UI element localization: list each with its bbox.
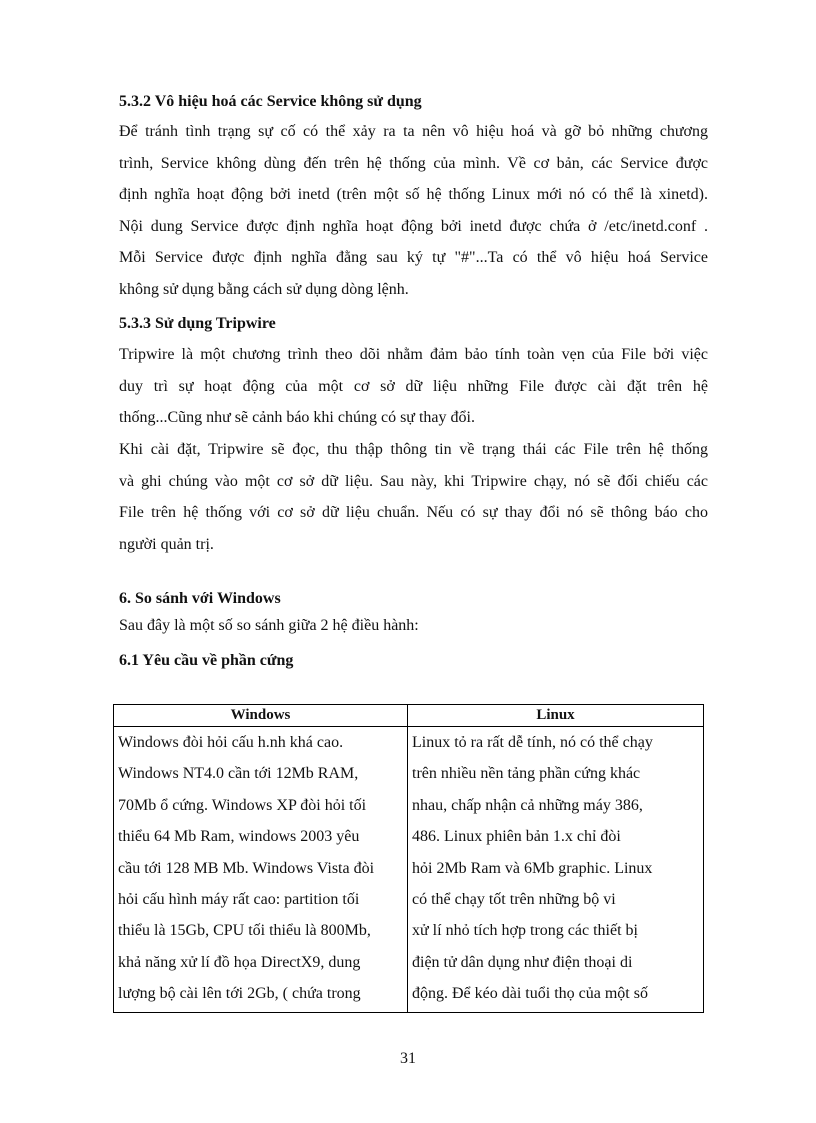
section-5-3-3-heading: 5.3.3 Sử dụng Tripwire [119,315,276,332]
section-6-intro [119,616,708,636]
cell-line: Windows NT4.0 cần tới 12Mb RAM, [118,765,359,783]
cell-line: xử lí nhỏ tích hợp trong các thiết bị [412,922,638,940]
cell-line: 70Mb ổ cứng. Windows XP đòi hỏi tối [118,796,367,814]
cell-line: lượng bộ cài lên tới 2Gb, ( chứa trong [118,985,361,1003]
paragraph-line: thống...Cũng như sẽ cảnh báo khi chúng có sự thay đổi. [119,409,475,427]
cell-line: Linux tỏ ra rất dễ tính, nó có thể chạy [412,734,653,751]
paragraph-line: duy trì sự hoạt động của một cơ sở dữ liệu những File được cài đặt trên hệ [119,377,708,395]
section-5-3-3-paragraph-1 [119,339,708,434]
section-5-3-2-paragraph [119,116,708,306]
section-6-1-heading: 6.1 Yêu cầu về phần cứng [119,652,294,669]
cell-line: hỏi 2Mb Ram và 6Mb graphic. Linux [412,859,653,877]
cell-line: nhau, chấp nhận cả những máy 386, [412,796,643,814]
cell-line: cầu tới 128 MB Mb. Windows Vista đòi [118,859,375,877]
cell-line: Windows đòi hỏi cấu h.nh khá cao. [118,734,344,751]
hardware-comparison-table [113,704,704,1013]
cell-line: điện tử dân dụng như điện thoại di [412,953,633,971]
paragraph-line: Nội dung Service được định nghĩa hoạt động bởi inetd được chứa ở /etc/inetd.conf . [119,217,708,235]
paragraph-line: định nghĩa hoạt động bởi inetd (trên một số hệ thống Linux mới nó có thể là xinetd). [119,186,708,204]
cell-line: khả năng xử lí đồ họa DirectX9, dung [118,953,361,971]
paragraph-line: người quản trị. [119,535,214,553]
paragraph-line: Khi cài đặt, Tripwire sẽ đọc, thu thập thông tin về trạng thái các File trên hệ thống [119,441,708,458]
table-header-row [114,705,704,727]
windows-requirements-cell [114,727,408,1013]
cell-line: động. Để kéo dài tuổi thọ của một số [412,985,648,1003]
linux-requirements-cell [408,727,704,1013]
cell-line: thiểu 64 Mb Ram, windows 2003 yêu [118,828,360,846]
paragraph-line: không sử dụng bằng cách sử dụng dòng lệnh. [119,280,409,298]
paragraph-line: trình, Service không dùng đến trên hệ thống của mình. Về cơ bản, các Service được [119,154,708,172]
paragraph-line: và ghi chúng vào một cơ sở dữ liệu. Sau này, khi Tripwire chạy, nó sẽ đối chiếu các [119,472,708,490]
windows-column-header: Windows [114,705,408,727]
table-row [114,727,704,1013]
cell-line: trên nhiều nền tảng phần cứng khác [412,765,641,783]
cell-line: thiểu là 15Gb, CPU tối thiểu là 800Mb, [118,922,371,940]
cell-line: hỏi cấu hình máy rất cao: partition tối [118,891,360,909]
section-5-3-3-paragraph-2 [119,434,708,560]
paragraph-line: File trên hệ thống với cơ sở dữ liệu chuẩn. Nếu có sự thay đổi nó sẽ thông báo cho [119,504,708,522]
cell-line: 486. Linux phiên bản 1.x chỉ đòi [412,828,621,846]
section-5-3-2-heading: 5.3.2 Vô hiệu hoá các Service không sử dụng [119,93,422,110]
paragraph-line: Mỗi Service được định nghĩa đằng sau ký tự "#"...Ta có thể vô hiệu hoá Service [119,249,708,267]
paragraph-line: Để tránh tình trạng sự cố có thể xảy ra ta nên vô hiệu hoá và gỡ bỏ những chương [119,123,708,140]
cell-line: có thể chạy tốt trên những bộ vi [412,891,616,909]
section-6-heading: 6. So sánh với Windows [119,590,281,607]
page-number: 31 [400,1050,416,1067]
paragraph-line: Sau đây là một số so sánh giữa 2 hệ điều hành: [119,617,419,634]
paragraph-line: Tripwire là một chương trình theo dõi nhằm đảm bảo tính toàn vẹn của File bởi việc [119,346,708,363]
linux-column-header: Linux [408,705,704,727]
